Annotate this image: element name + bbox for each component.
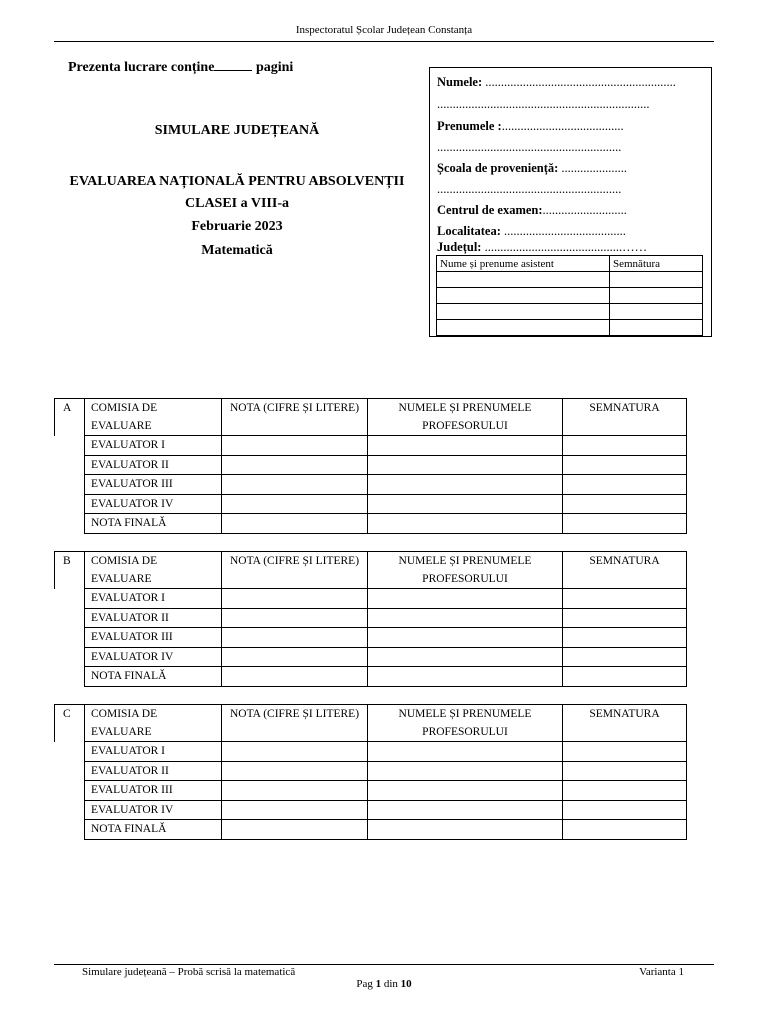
evaluator-row-label: EVALUATOR I (85, 742, 222, 762)
title-clasei: CLASEI a VIII-a (185, 196, 289, 211)
assistant-signature-cell[interactable] (610, 288, 703, 304)
scoala-dots: ..................... (558, 161, 628, 175)
section-letter: B (55, 552, 85, 589)
profesor-cell[interactable] (368, 475, 563, 495)
semnatura-header: SEMNATURA (563, 399, 687, 436)
semnatura-cell[interactable] (563, 667, 687, 687)
letter-column-spacer (55, 647, 85, 667)
nota-cell[interactable] (222, 781, 368, 801)
evaluator-row-label: EVALUATOR I (85, 589, 222, 609)
semnatura-cell[interactable] (563, 608, 687, 628)
title-date: Februarie 2023 (191, 219, 283, 234)
profesor-cell[interactable] (368, 589, 563, 609)
pages-notice (68, 58, 293, 76)
title-simulare: SIMULARE JUDEȚEANĂ (154, 123, 320, 138)
nota-cell[interactable] (222, 647, 368, 667)
semnatura-cell[interactable] (563, 800, 687, 820)
semnatura-cell[interactable] (563, 455, 687, 475)
nota-cell[interactable] (222, 667, 368, 687)
field-numele-cont[interactable] (437, 97, 650, 112)
centrul-label: Centrul de examen: (437, 203, 543, 217)
footer-variant: Varianta 1 (639, 966, 684, 978)
assistant-name-cell[interactable] (437, 288, 610, 304)
candidate-info-box (429, 67, 712, 337)
profesor-cell[interactable] (368, 608, 563, 628)
profesor-cell[interactable] (368, 628, 563, 648)
nota-cell[interactable] (222, 800, 368, 820)
scoala-dots-2: ........................................................... (437, 182, 622, 196)
semnatura-cell[interactable] (563, 589, 687, 609)
nota-cell[interactable] (222, 494, 368, 514)
numele-dots: ............................................................. (482, 75, 676, 89)
nota-cell[interactable] (222, 589, 368, 609)
field-centrul[interactable] (437, 203, 627, 218)
evaluation-table (54, 398, 687, 534)
nota-cell[interactable] (222, 628, 368, 648)
nota-cell[interactable] (222, 761, 368, 781)
assistant-signature-cell[interactable] (610, 272, 703, 288)
field-localitatea[interactable] (437, 224, 626, 239)
semnatura-cell[interactable] (563, 761, 687, 781)
evaluator-row-label: EVALUATOR III (85, 475, 222, 495)
prenumele-dots: ....................................... (501, 119, 624, 133)
field-numele[interactable] (437, 75, 676, 90)
semnatura-cell[interactable] (563, 628, 687, 648)
evaluator-row-label: EVALUATOR I (85, 436, 222, 456)
semnatura-cell[interactable] (563, 436, 687, 456)
profesor-cell[interactable] (368, 436, 563, 456)
profesor-header: NUMELE ȘI PRENUMELE PROFESORULUI (368, 705, 563, 742)
profesor-cell[interactable] (368, 514, 563, 534)
nota-cell[interactable] (222, 514, 368, 534)
comisia-header: COMISIA DE EVALUARE (85, 705, 222, 742)
profesor-cell[interactable] (368, 742, 563, 762)
profesor-cell[interactable] (368, 781, 563, 801)
letter-column-spacer (55, 475, 85, 495)
title-evaluarea: EVALUAREA NAȚIONALĂ PENTRU ABSOLVENȚII (69, 174, 405, 189)
page-prefix: Pag (356, 978, 376, 990)
profesor-cell[interactable] (368, 494, 563, 514)
letter-column-spacer (55, 628, 85, 648)
nota-header: NOTA (CIFRE ȘI LITERE) (222, 552, 368, 589)
page-total: 10 (400, 978, 412, 990)
header-title: Inspectoratul Școlar Județean Constanța (295, 24, 473, 36)
letter-column-spacer (55, 742, 85, 762)
localitatea-dots: ....................................... (500, 224, 626, 238)
centrul-dots: ........................... (542, 203, 627, 217)
profesor-cell[interactable] (368, 820, 563, 840)
pages-notice-before: Prezenta lucrare conține (68, 60, 215, 75)
pages-notice-after: pagini (252, 60, 294, 75)
semnatura-cell[interactable] (563, 820, 687, 840)
evaluation-table (54, 704, 687, 840)
judetul-dots: ............................................…… (481, 240, 648, 254)
letter-column-spacer (55, 436, 85, 456)
profesor-cell[interactable] (368, 667, 563, 687)
profesor-cell[interactable] (368, 761, 563, 781)
letter-column-spacer (55, 800, 85, 820)
evaluator-row-label: EVALUATOR III (85, 628, 222, 648)
nota-header: NOTA (CIFRE ȘI LITERE) (222, 705, 368, 742)
prenumele-dots-2: ........................................................... (437, 140, 622, 154)
field-judetul[interactable] (437, 240, 647, 255)
semnatura-cell[interactable] (563, 514, 687, 534)
semnatura-cell[interactable] (563, 742, 687, 762)
letter-column-spacer (55, 455, 85, 475)
nota-cell[interactable] (222, 455, 368, 475)
header-divider (54, 41, 714, 42)
profesor-cell[interactable] (368, 455, 563, 475)
numele-label: Numele: (437, 75, 483, 89)
evaluator-row-label: EVALUATOR III (85, 781, 222, 801)
assistant-name-cell[interactable] (437, 304, 610, 320)
evaluator-row-label: NOTA FINALĂ (85, 514, 222, 534)
assistant-name-header: Nume și prenume asistent (437, 256, 610, 272)
evaluator-row-label: EVALUATOR II (85, 608, 222, 628)
assistant-name-cell[interactable] (437, 320, 610, 336)
comisia-header: COMISIA DE EVALUARE (85, 399, 222, 436)
letter-column-spacer (55, 820, 85, 840)
judetul-label: Județul: (437, 240, 482, 254)
letter-column-spacer (55, 667, 85, 687)
semnatura-cell[interactable] (563, 781, 687, 801)
evaluation-table (54, 551, 687, 687)
evaluator-row-label: EVALUATOR IV (85, 494, 222, 514)
footer-page-number (0, 978, 768, 990)
letter-column-spacer (55, 761, 85, 781)
assistant-table (436, 255, 703, 336)
nota-cell[interactable] (222, 820, 368, 840)
letter-column-spacer (55, 608, 85, 628)
semnatura-header: SEMNATURA (563, 705, 687, 742)
pages-count-blank[interactable] (214, 58, 252, 71)
letter-column-spacer (55, 589, 85, 609)
profesor-cell[interactable] (368, 647, 563, 667)
evaluator-row-label: EVALUATOR II (85, 455, 222, 475)
nota-cell[interactable] (222, 436, 368, 456)
nota-cell[interactable] (222, 475, 368, 495)
semnatura-cell[interactable] (563, 494, 687, 514)
page-current: 1 (375, 978, 382, 990)
letter-column-spacer (55, 781, 85, 801)
nota-cell[interactable] (222, 608, 368, 628)
field-prenumele[interactable] (437, 119, 624, 134)
localitatea-label: Localitatea: (437, 224, 501, 238)
letter-column-spacer (55, 514, 85, 534)
profesor-cell[interactable] (368, 800, 563, 820)
footer-divider (54, 964, 714, 965)
assistant-signature-header: Semnătura (610, 256, 703, 272)
evaluator-row-label: NOTA FINALĂ (85, 820, 222, 840)
evaluator-row-label: NOTA FINALĂ (85, 667, 222, 687)
section-letter: A (55, 399, 85, 436)
numele-dots-2: .................................................................... (437, 97, 650, 111)
semnatura-cell[interactable] (563, 475, 687, 495)
evaluator-row-label: EVALUATOR IV (85, 800, 222, 820)
section-letter: C (55, 705, 85, 742)
field-scoala[interactable] (437, 161, 627, 176)
field-scoala-cont[interactable] (437, 182, 621, 197)
scoala-label: Școala de proveniență: (437, 161, 559, 175)
semnatura-header: SEMNATURA (563, 552, 687, 589)
profesor-header: NUMELE ȘI PRENUMELE PROFESORULUI (368, 399, 563, 436)
assistant-signature-cell[interactable] (610, 304, 703, 320)
title-subject: Matematică (201, 243, 273, 258)
letter-column-spacer (55, 494, 85, 514)
assistant-name-cell[interactable] (437, 272, 610, 288)
footer-subject: Simulare județeană – Probă scrisă la matematică (82, 966, 296, 978)
comisia-header: COMISIA DE EVALUARE (85, 552, 222, 589)
nota-cell[interactable] (222, 742, 368, 762)
field-prenumele-cont[interactable] (437, 140, 621, 155)
prenumele-label: Prenumele : (437, 119, 502, 133)
semnatura-cell[interactable] (563, 647, 687, 667)
nota-header: NOTA (CIFRE ȘI LITERE) (222, 399, 368, 436)
evaluator-row-label: EVALUATOR II (85, 761, 222, 781)
page-mid: din (381, 978, 401, 990)
profesor-header: NUMELE ȘI PRENUMELE PROFESORULUI (368, 552, 563, 589)
evaluator-row-label: EVALUATOR IV (85, 647, 222, 667)
assistant-signature-cell[interactable] (610, 320, 703, 336)
